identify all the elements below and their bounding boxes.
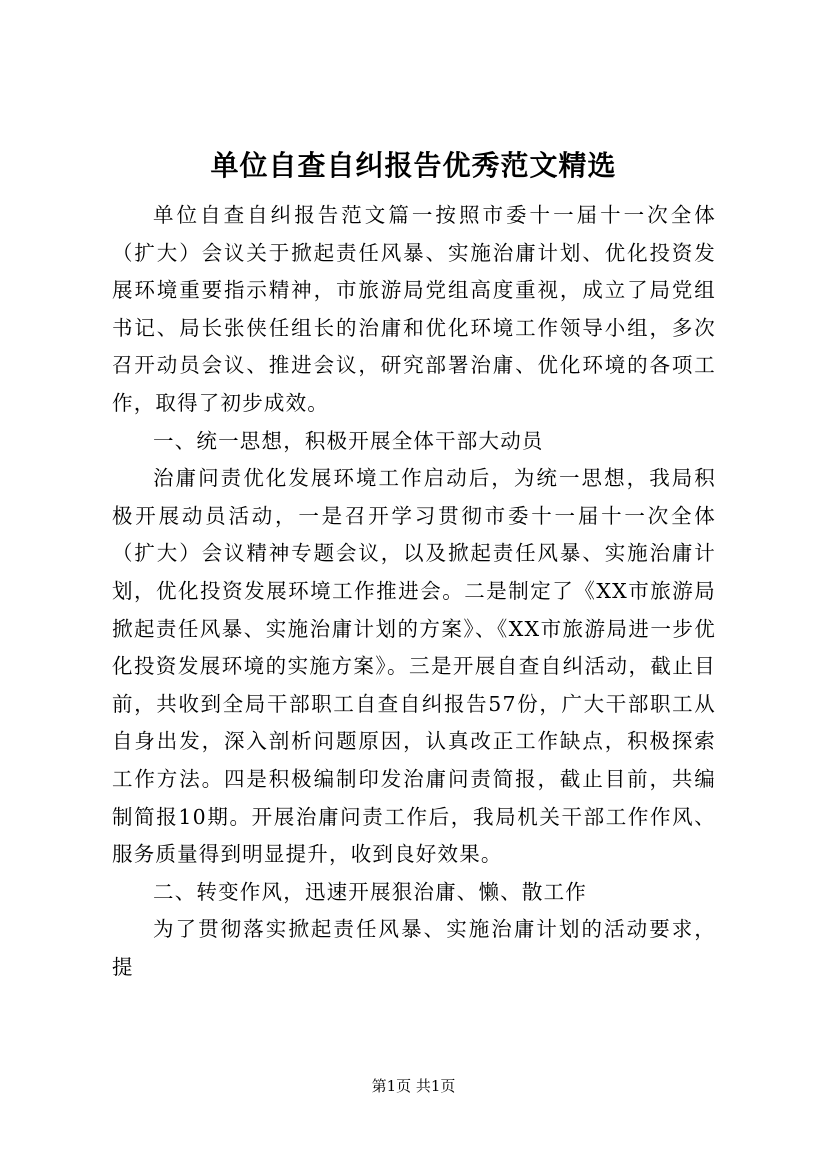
document-title: 单位自查自纠报告优秀范文精选 [210,149,617,182]
paragraph-section-2: 为了贯彻落实掀起责任风暴、实施治庸计划的活动要求，提 [112,917,716,979]
section-heading-1: 一、统一思想，积极开展全体干部大动员 [153,428,544,453]
document-body [112,197,716,986]
paragraph-intro: 单位自查自纠报告范文篇一按照市委十一届十一次全体（扩大）会议关于掀起责任风暴、实施治庸计划、优化投资发展环境重要指示精神，市旅游局党组高度重视，成立了局党组书记、局长张侠任组长的治庸和优化环境工作领导小组，多次召开动员会议、推进会议，研究部署治庸、优化环境的各项工作，取得了初步成效。 [112,203,716,415]
page-footer: 第1页 共1页 [371,1077,456,1095]
paragraph-section-1: 治庸问责优化发展环境工作启动后，为统一思想，我局积极开展动员活动，一是召开学习贯彻市委十一届十一次全体（扩大）会议精神专题会议，以及掀起责任风暴、实施治庸计划，优化投资发展环境工作推进会。二是制定了《XX市旅游局掀起责任风暴、实施治庸计划的方案》、《XX市旅游局进一步优化投资发展环境的实施方案》。三是开展自查自纠活动，截止目前，共收到全局干部职工自查自纠报告57份，广大干部职工从自身出发，深入剖析问题原因，认真改正工作缺点，积极探索工作方法。四是积极编制印发治庸问责简报，截止目前，共编制简报10期。开展治庸问责工作后，我局机关干部工作作风、服务质量得到明显提升，收到良好效果。 [112,466,716,867]
section-heading-2: 二、转变作风，迅速开展狠治庸、懒、散工作 [153,879,587,904]
